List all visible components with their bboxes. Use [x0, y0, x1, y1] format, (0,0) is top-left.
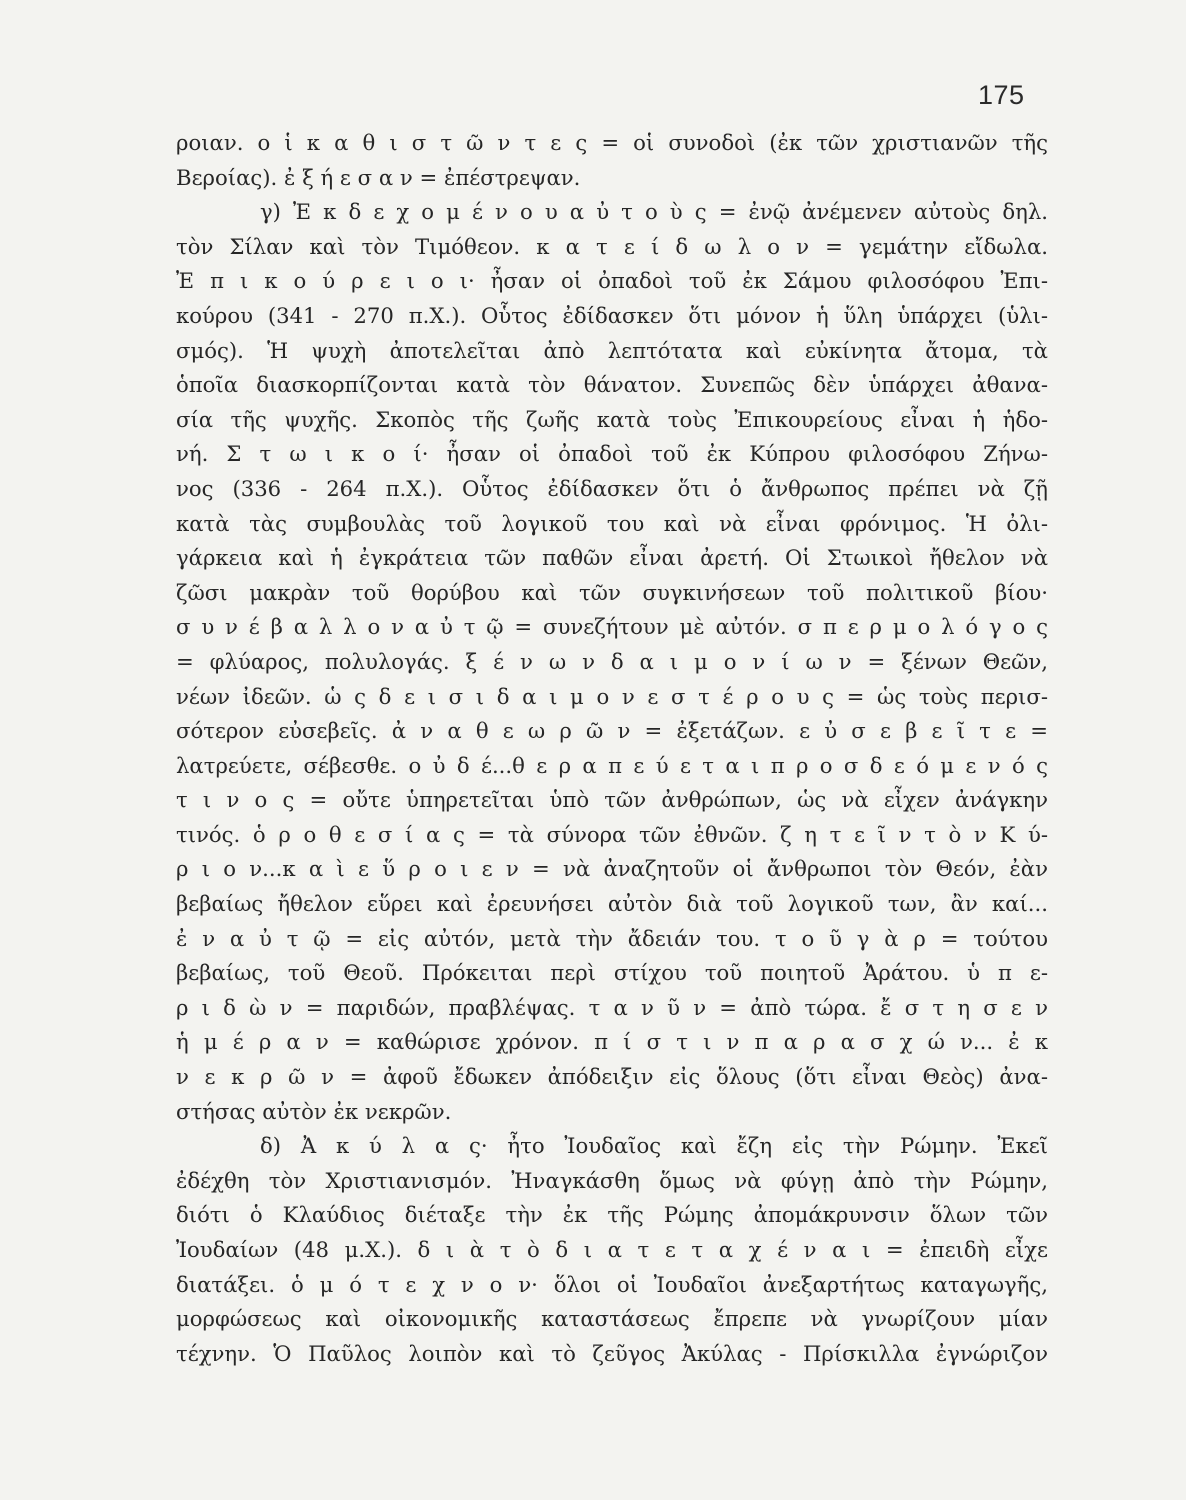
text-line: σία τῆς ψυχῆς. Σκοπὸς τῆς ζωῆς κατὰ τοὺς Ἐπικουρείους εἶναι ἡ ἡδο-	[176, 406, 1048, 432]
text-line: ἡ μ έ ρ α ν = καθώρισε χρόνον. π ί σ τ ι ν π α ρ α σ χ ώ ν... ἐ κ	[176, 1029, 1048, 1055]
text-line: ρ ι δ ὼ ν = παριδών, πραβλέψας. τ α ν ῦ ν = ἀπὸ τώρα. ἔ σ τ η σ ε ν	[176, 994, 1048, 1020]
text-line: = φλύαρος, πολυλογάς. ξ έ ν ω ν δ α ι μ ο ν ί ω ν = ξένων Θεῶν,	[176, 648, 1048, 674]
text-line: σότερον εὐσεβεῖς. ἀ ν α θ ε ω ρ ῶ ν = ἐξετάζων. ε ὐ σ ε β ε ῖ τ ε =	[176, 718, 1048, 744]
text-line: λατρεύετε, σέβεσθε. ο ὐ δ έ...θ ε ρ α π ε ύ ε τ α ι π ρ ο σ δ ε ό μ ε ν ό ς	[176, 752, 1048, 778]
text-line: γάρκεια καὶ ἡ ἐγκράτεια τῶν παθῶν εἶναι ἀρετή. Οἱ Στωικοὶ ἤθελον νὰ	[176, 545, 1048, 571]
text-line: ὁποῖα διασκορπίζονται κατὰ τὸν θάνατον. Συνεπῶς δὲν ὑπάρχει ἀθανα-	[176, 372, 1048, 398]
text-line: ἐ ν α ὐ τ ῷ = εἰς αὐτόν, μετὰ τὴν ἄδειάν του. τ ο ῦ γ ὰ ρ = τούτου	[176, 925, 1048, 951]
text-line: δ) Ἀ κ ύ λ α ς· ἦτο Ἰουδαῖος καὶ ἔζη εἰς τὴν Ρώμην. Ἐκεῖ	[260, 1133, 1048, 1159]
commentary-text	[176, 126, 1048, 1371]
text-line: ν ε κ ρ ῶ ν = ἀφοῦ ἔδωκεν ἀπόδειξιν εἰς ὅλους (ὅτι εἶναι Θεὸς) ἀνα-	[176, 1064, 1048, 1090]
text-line: νή. Σ τ ω ι κ ο ί· ἦσαν οἱ ὀπαδοὶ τοῦ ἐκ Κύπρου φιλοσόφου Ζήνω-	[176, 441, 1048, 467]
text-line: σμός). Ἡ ψυχὴ ἀποτελεῖται ἀπὸ λεπτότατα καὶ εὐκίνητα ἄτομα, τὰ	[176, 337, 1048, 363]
text-line: Βεροίας). ἐ ξ ή ε σ α ν = ἐπέστρεψαν.	[176, 164, 581, 190]
text-line: στήσας αὐτὸν ἐκ νεκρῶν.	[176, 1098, 452, 1124]
page-number: 175	[978, 80, 1025, 110]
text-line: βεβαίως, τοῦ Θεοῦ. Πρόκειται περὶ στίχου τοῦ ποιητοῦ Ἀράτου. ὑ π ε-	[176, 960, 1048, 986]
text-line: ροιαν. ο ἱ κ α θ ι σ τ ῶ ν τ ε ς = οἱ συνοδοὶ (ἐκ τῶν χριστιανῶν τῆς	[176, 130, 1048, 155]
text-line: τὸν Σίλαν καὶ τὸν Τιμόθεον. κ α τ ε ί δ ω λ ο ν = γεμάτην εἴδωλα.	[176, 233, 1048, 259]
text-line: τέχνην. Ὁ Παῦλος λοιπὸν καὶ τὸ ζεῦγος Ἀκύλας - Πρίσκιλλα ἐγνώριζον	[176, 1340, 1048, 1366]
text-line: τινός. ὁ ρ ο θ ε σ ί α ς = τὰ σύνορα τῶν ἐθνῶν. ζ η τ ε ῖ ν τ ὸ ν Κ ύ-	[176, 821, 1048, 847]
text-line: βεβαίως ἤθελον εὕρει καὶ ἐρευνήσει αὐτὸν διὰ τοῦ λογικοῦ των, ἂν καί...	[176, 891, 1048, 917]
text-line: ρ ι ο ν...κ α ὶ ε ὕ ρ ο ι ε ν = νὰ ἀναζητοῦν οἱ ἄνθρωποι τὸν Θεόν, ἐὰν	[176, 856, 1048, 882]
text-line: νος (336 - 264 π.Χ.). Οὗτος ἐδίδασκεν ὅτι ὁ ἄνθρωπος πρέπει νὰ ζῇ	[176, 475, 1048, 501]
text-line: κούρου (341 - 270 π.Χ.). Οὗτος ἐδίδασκεν ὅτι μόνον ἡ ὕλη ὑπάρχει (ὑλι-	[176, 302, 1048, 328]
text-line: κατὰ τὰς συμβουλὰς τοῦ λογικοῦ του καὶ νὰ εἶναι φρόνιμος. Ἡ ὀλι-	[176, 510, 1048, 536]
text-line: τ ι ν ο ς = οὔτε ὑπηρετεῖται ὑπὸ τῶν ἀνθρώπων, ὡς νὰ εἶχεν ἀνάγκην	[176, 787, 1048, 813]
text-line: ζῶσι μακρὰν τοῦ θορύβου καὶ τῶν συγκινήσεων τοῦ πολιτικοῦ βίου·	[176, 579, 1048, 605]
text-line: διότι ὁ Κλαύδιος διέταξε τὴν ἐκ τῆς Ρώμης ἀπομάκρυνσιν ὅλων τῶν	[176, 1202, 1048, 1228]
text-line: νέων ἰδεῶν. ὡ ς δ ε ι σ ι δ α ι μ ο ν ε σ τ έ ρ ο υ ς = ὡς τοὺς περισ-	[176, 683, 1048, 709]
text-line: ἐδέχθη τὸν Χριστιανισμόν. Ἠναγκάσθη ὅμως νὰ φύγῃ ἀπὸ τὴν Ρώμην,	[176, 1167, 1048, 1193]
text-line: μορφώσεως καὶ οἰκονομικῆς καταστάσεως ἔπρεπε νὰ γνωρίζουν μίαν	[176, 1306, 1048, 1332]
text-line: Ἰουδαίων (48 μ.Χ.). δ ι ὰ τ ὸ δ ι α τ ε τ α χ έ ν α ι = ἐπειδὴ εἶχε	[176, 1237, 1048, 1262]
text-line: γ) Ἐ κ δ ε χ ο μ έ ν ο υ α ὐ τ ο ὺ ς = ἐνῷ ἀνέμενεν αὐτοὺς δηλ.	[260, 199, 1048, 225]
text-line: σ υ ν έ β α λ λ ο ν α ὐ τ ῷ = συνεζήτουν μὲ αὐτόν. σ π ε ρ μ ο λ ό γ ο ς	[176, 614, 1048, 640]
text-line: διατάξει. ὁ μ ό τ ε χ ν ο ν· ὅλοι οἱ Ἰουδαῖοι ἀνεξαρτήτως καταγωγῆς,	[176, 1271, 1048, 1297]
text-line: Ἐ π ι κ ο ύ ρ ε ι ο ι· ἦσαν οἱ ὀπαδοὶ τοῦ ἐκ Σάμου φιλοσόφου Ἐπι-	[176, 268, 1048, 294]
